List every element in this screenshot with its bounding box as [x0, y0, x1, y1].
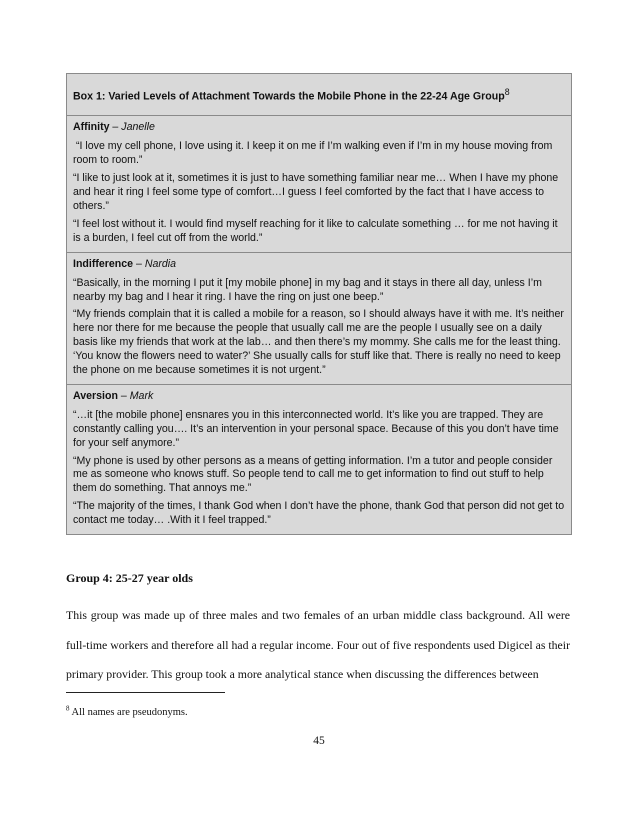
quote-box	[66, 73, 572, 535]
footnote	[66, 704, 188, 718]
group-heading: Group 4: 25-27 year olds	[66, 571, 193, 585]
footnote-divider	[66, 692, 225, 693]
separator: –	[117, 389, 130, 402]
quote: “The majority of the times, I thank God when I don’t have the phone, thank God that person did not get to contact me today… .With it I feel trapped.”	[73, 500, 565, 527]
quote: “…it [the mobile phone] ensnares you in this interconnected world. It’s like you are trapped. They are constantly calling you…. It’s an intervention in your personal space. Because of this you don’t have time for your self anymore.”	[73, 408, 559, 449]
section-label: Affinity	[73, 121, 110, 134]
footnote-ref: 8	[504, 87, 510, 97]
respondent-name: Mark	[129, 389, 154, 402]
quote: “I like to just look at it, sometimes it is just to have something familiar near me… When I have my phone and hear it ring I feel some type of comfort…I guess I feel comforted by the fact that I have access to others.”	[73, 172, 559, 212]
body-paragraph: This group was made up of three males and two females of an urban middle class background. All were full-time workers and therefore all had a regular income. Four out of five respondents used Digicel as their primary provider. This group took a more analytical stance when discussing the differences between	[66, 608, 570, 682]
quote: “I feel lost without it. I would find myself reaching for it like to calculate something … for me not having it is a burden, I feel cut off from the world.”	[73, 217, 558, 244]
section-label: Aversion	[73, 389, 118, 402]
aversion-heading	[73, 390, 565, 404]
footnote-text: All names are pseudonyms.	[69, 707, 188, 718]
affinity-section	[67, 115, 571, 251]
quote: “Basically, in the morning I put it [my mobile phone] in my bag and it stays in there all day, unless I’m nearby my bag and I hear it ring. I have the ring on just one beep.”	[73, 276, 542, 303]
footnote-number: 8	[66, 704, 70, 713]
quote: “My friends complain that it is called a mobile for a reason, so I should always have it with me. It’s neither here nor there for me because the people that usually call me are the people I usually see on a daily basis like my friends that work at the lab… and then there’s my mommy. She calls me for the least thing. ‘You know the flowers need to water?’ She usually calls for stuff like that. There is really no need to keep the phone on me because sometimes it is not urgent.”	[73, 308, 564, 377]
affinity-heading	[73, 121, 565, 135]
respondent-name: Janelle	[121, 121, 155, 134]
aversion-section	[67, 384, 571, 534]
indifference-section	[67, 252, 571, 384]
page-number: 45	[313, 735, 325, 747]
box-title: Box 1: Varied Levels of Attachment Towards the Mobile Phone in the 22-24 Age Group	[73, 90, 505, 103]
quote: “I love my cell phone, I love using it. I keep it on me if I’m walking even if I’m in my house moving from room to room.”	[73, 140, 553, 167]
indifference-heading	[73, 258, 565, 272]
respondent-name: Nardia	[144, 257, 177, 270]
section-label: Indifference	[73, 257, 134, 270]
box-title-section	[67, 74, 571, 115]
quote: “My phone is used by other persons as a means of getting information. I’m a tutor and people consider me as someone who knows stuff. So people tend to call me to get information to find out stuff to help them do something. That annoys me.”	[73, 454, 553, 495]
separator: –	[109, 121, 122, 134]
separator: –	[133, 257, 145, 270]
